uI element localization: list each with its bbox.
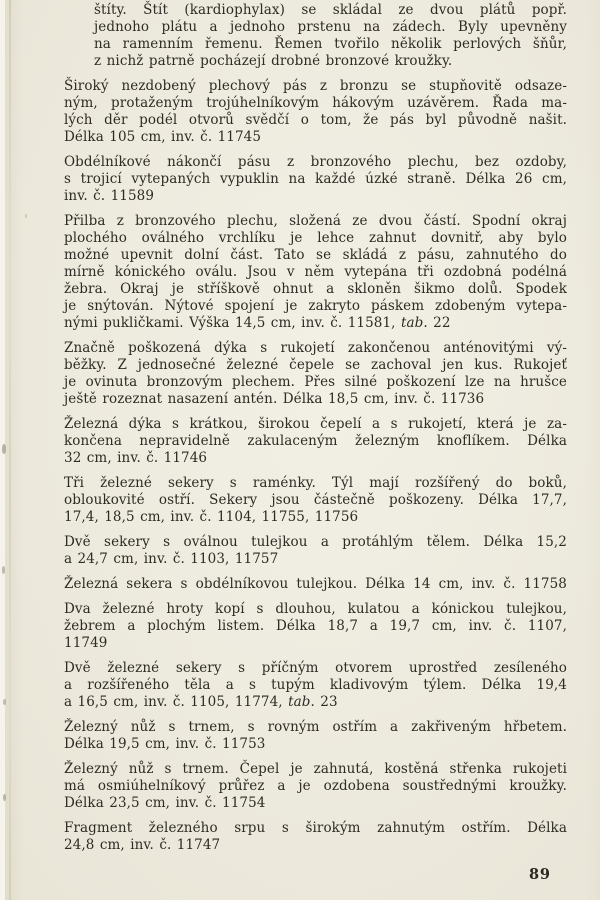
text-line: jednoho plátu a jednoho prstenu na zádech. Byly upevněny	[94, 19, 567, 35]
text-line: nými pukličkami. Výška 14,5 cm, inv. č. 11581, tab. 22	[64, 315, 451, 331]
text-line: žebra. Okraj je stříškově ohnut a skloněn šikmo dolů. Spodek	[64, 281, 567, 297]
text-line: mírně kónického oválu. Jsou v něm vytepána tři ozdobná podélná	[64, 264, 567, 280]
binding-crease	[9, 0, 11, 900]
paragraph	[64, 213, 567, 332]
text-line: a 16,5 cm, inv. č. 1105, 11774, tab. 23	[64, 694, 338, 710]
text-line: plochého oválného vrchlíku je lehce zahnut dovnitř, aby bylo	[64, 230, 567, 246]
scan-speck	[2, 444, 6, 454]
page-number: 89	[529, 866, 551, 883]
paragraph	[64, 2, 567, 70]
paragraph	[64, 761, 567, 812]
text-line: Dvě sekery s oválnou tulejkou a protáhlým tělem. Délka 15,2	[64, 534, 567, 550]
text-line: 32 cm, inv. č. 11746	[64, 450, 208, 466]
text-line: Železná dýka s krátkou, širokou čepelí a s rukojetí, která je za-	[64, 416, 567, 432]
paragraph	[64, 475, 567, 526]
paragraph	[64, 78, 567, 146]
paragraph	[64, 154, 567, 205]
scan-speck	[2, 566, 5, 574]
text-line: obloukovité ostří. Sekery jsou částečně poškozeny. Délka 17,7,	[64, 492, 567, 508]
text-line: a 24,7 cm, inv. č. 1103, 11757	[64, 551, 279, 567]
text-line: Fragment železného srpu s širokým zahnutým ostřím. Délka	[64, 820, 567, 836]
paragraph	[64, 820, 567, 854]
text-line: žebrem a plochým listem. Délka 18,7 a 19,7 cm, inv. č. 1107,	[64, 618, 567, 634]
scan-speck	[25, 214, 27, 218]
paragraph	[64, 660, 567, 711]
text-line: 24,8 cm, inv. č. 11747	[64, 837, 221, 853]
text-line: Železný nůž s trnem, s rovným ostřím a zakřiveným hřbetem.	[64, 719, 567, 735]
text-line: Délka 23,5 cm, inv. č. 11754	[64, 795, 266, 811]
text-line: je snýtován. Nýtové spojení je zakryto páskem zdobeným vytepa-	[64, 298, 567, 314]
text-line: na ramenním řemenu. Řemen tvořilo několik perlových šňůr,	[94, 36, 567, 52]
text-line: 17,4, 18,5 cm, inv. č. 1104, 11755, 11756	[64, 509, 359, 525]
text-line: Značně poškozená dýka s rukojetí zakončenou anténovitými vý-	[64, 340, 567, 356]
text-line: inv. č. 11589	[64, 188, 155, 204]
paragraph	[64, 534, 567, 568]
text-line: Délka 19,5 cm, inv. č. 11753	[64, 736, 266, 752]
text-line: 11749	[64, 635, 108, 651]
paragraph	[64, 601, 567, 652]
text-line: Železná sekera s obdélníkovou tulejkou. Délka 14 cm, inv. č. 11758	[64, 576, 567, 592]
text-line: možné upevnit dolní část. Tato se skládá z pásu, zahnutého do	[64, 247, 567, 263]
text-line: Široký nezdobený plechový pás z bronzu se stupňovitě odsaze-	[64, 78, 567, 94]
text-line: ným, protaženým trojúhelníkovým hákovým uzávěrem. Řada ma-	[64, 95, 567, 111]
paragraph	[64, 719, 567, 753]
text-line: s trojicí vytepaných vypuklin na každé úzké straně. Délka 26 cm,	[64, 171, 567, 187]
text-line: a rozšířeného těla a s tupým kladivovým týlem. Délka 19,4	[64, 677, 567, 693]
paragraph	[64, 416, 567, 467]
text-line: má osmiúhelníkový průřez a je ozdobena soustřednými kroužky.	[64, 778, 567, 794]
text-line: Železný nůž s trnem. Čepel je zahnutá, kostěná střenka rukojeti	[64, 761, 567, 777]
text-line: Dvě železné sekery s příčným otvorem uprostřed zesíleného	[64, 660, 567, 676]
paragraph	[64, 576, 567, 593]
text-line: ještě rozeznat nasazení antén. Délka 18,5 cm, inv. č. 11736	[64, 391, 485, 407]
text-line: štíty. Štít (kardiophylax) se skládal ze dvou plátů popř.	[94, 2, 567, 18]
text-line: Tři železné sekery s raménky. Týl mají rozšířený do boků,	[64, 475, 567, 491]
text-line: Délka 105 cm, inv. č. 11745	[64, 129, 262, 145]
text-line: Obdélníkové nákončí pásu z bronzového plechu, bez ozdoby,	[64, 154, 567, 170]
text-line: Přilba z bronzového plechu, složená ze dvou částí. Spodní okraj	[64, 213, 567, 229]
page-text	[64, 2, 567, 862]
text-line: z nichž patrně pocházejí drobné bronzové kroužky.	[94, 53, 453, 69]
text-line: běžky. Z jednosečné železné čepele se zachoval jen kus. Rukojeť	[64, 357, 567, 373]
text-line: končena nepravidelně zakulaceným železným knoflíkem. Délka	[64, 433, 567, 449]
scan-speck	[3, 699, 6, 705]
text-line: Dva železné hroty kopí s dlouhou, kulatou a kónickou tulejkou,	[64, 601, 567, 617]
paragraph	[64, 340, 567, 408]
scan-speck	[3, 794, 6, 801]
text-line: lých děr podél otvorů svědčí o tom, že pás byl původně našit.	[64, 112, 567, 128]
text-line: je ovinuta bronzovým plechem. Přes silné poškození lze na hrušce	[64, 374, 567, 390]
